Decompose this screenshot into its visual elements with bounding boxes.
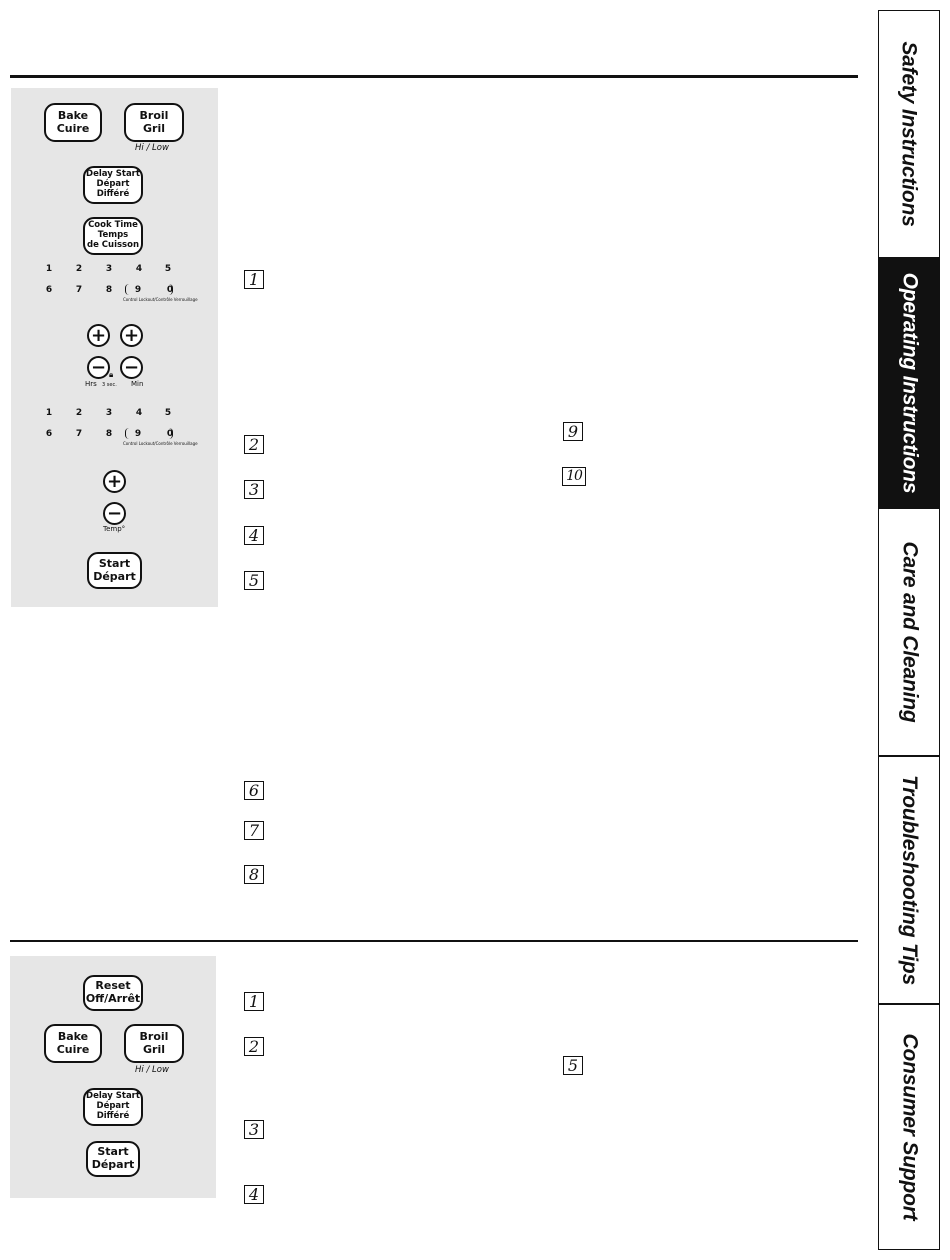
keypad-digit[interactable]: 1 [45,408,53,418]
tab-label: Troubleshooting Tips [898,775,922,985]
tab-care-and-cleaning[interactable] [878,508,940,756]
step-marker: 3 [244,1120,264,1139]
keypad-digit[interactable]: 6 [45,285,53,295]
tab-troubleshooting-tips[interactable] [878,756,940,1004]
tab-consumer-support[interactable] [878,1004,940,1250]
keypad-digit[interactable]: 2 [75,408,83,418]
delay-start-pad[interactable]: Delay Start Départ Différé [83,166,143,204]
keypad-digit[interactable]: 5 [164,264,172,274]
minutes-label: Min [131,380,144,388]
keypad-digit[interactable]: 3 [105,408,113,418]
control-panel-illustration-bottom [10,956,216,1198]
three-second-note: 3 sec. [102,382,117,388]
step-marker: 8 [244,865,264,884]
keypad-digit[interactable]: 5 [164,408,172,418]
hours-plus-button[interactable]: + [87,324,110,347]
broil-hi-low-note: Hi / Low [135,1065,169,1075]
step-marker: 7 [244,821,264,840]
keypad-digit[interactable]: 8 [105,429,113,439]
tab-operating-instructions[interactable] [878,258,940,508]
tab-label: Consumer Support [898,1033,922,1221]
step-marker: 9 [563,422,583,441]
temp-label: Temp° [103,525,126,533]
keypad-digit[interactable]: 1 [45,264,53,274]
keypad-digit[interactable]: 9 [134,285,142,295]
step-marker: 4 [244,526,264,545]
tab-safety-instructions[interactable] [878,10,940,258]
broil-pad[interactable]: Broil Gril [124,1024,184,1063]
keypad-digit[interactable]: 4 [135,264,143,274]
keypad-digit[interactable]: 3 [105,264,113,274]
step-marker: 5 [244,571,264,590]
keypad-digit[interactable]: 9 [134,429,142,439]
tab-label: Care and Cleaning [898,541,922,723]
top-rule [10,75,858,78]
step-marker: 1 [244,270,264,289]
keypad-digit[interactable]: 7 [75,285,83,295]
keypad-digit[interactable]: 7 [75,429,83,439]
keypad-digit[interactable]: 2 [75,264,83,274]
tab-label: Safety Instructions [898,41,921,227]
delay-start-pad[interactable]: Delay Start Départ Différé [83,1088,143,1126]
lockout-bracket [125,284,173,295]
step-marker: 1 [244,992,264,1011]
lock-icon: 🔒︎ [109,370,114,379]
reset-off-pad[interactable]: Reset Off/Arrêt [83,975,143,1011]
broil-hi-low-note: Hi / Low [135,143,169,153]
step-marker: 2 [244,1037,264,1056]
lockout-bracket [125,428,173,439]
step-marker: 3 [244,480,264,499]
start-pad[interactable]: Start Départ [87,552,142,589]
cook-time-pad[interactable]: Cook Time Temps de Cuisson [83,217,143,255]
keypad-digit[interactable]: 0 [166,429,174,439]
tab-label: Operating Instructions [898,272,922,494]
control-lockout-note: Control Lockout/Contrôle Verrouillage [123,297,198,302]
step-marker: 4 [244,1185,264,1204]
minutes-plus-button[interactable]: + [120,324,143,347]
bake-pad[interactable]: Bake Cuire [44,1024,102,1063]
start-pad[interactable]: Start Départ [86,1141,140,1177]
temp-minus-button[interactable]: − [103,502,126,525]
broil-pad[interactable]: Broil Gril [124,103,184,142]
hours-label: Hrs [85,380,97,388]
keypad-digit[interactable]: 4 [135,408,143,418]
control-panel-illustration-top [11,88,218,607]
step-marker: 2 [244,435,264,454]
step-marker: 6 [244,781,264,800]
bake-pad[interactable]: Bake Cuire [44,103,102,142]
control-lockout-note: Control Lockout/Contrôle Verrouillage [123,441,198,446]
temp-plus-button[interactable]: + [103,470,126,493]
keypad-digit[interactable]: 8 [105,285,113,295]
keypad-digit[interactable]: 6 [45,429,53,439]
keypad-digit[interactable]: 0 [166,285,174,295]
hours-minus-button[interactable]: − [87,356,110,379]
step-marker: 5 [563,1056,583,1075]
minutes-minus-button[interactable]: − [120,356,143,379]
middle-rule [10,940,858,942]
step-marker: 10 [562,467,586,486]
